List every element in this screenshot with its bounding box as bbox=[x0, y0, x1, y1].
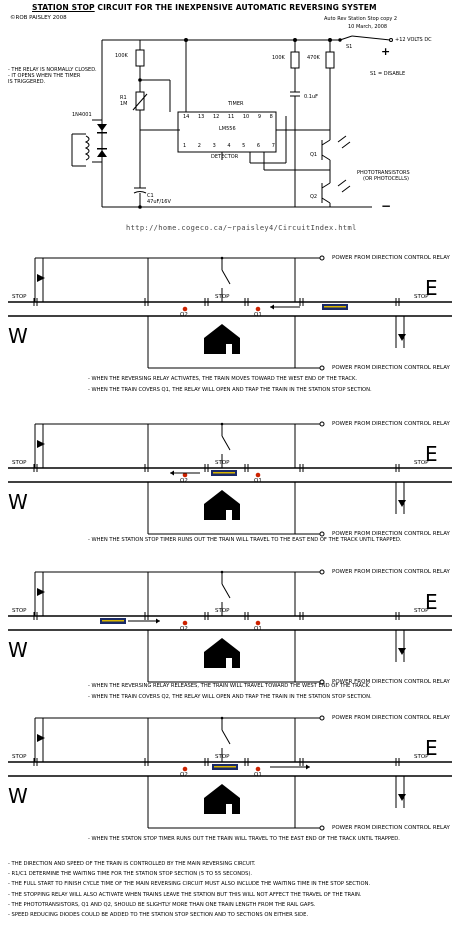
q1-label: Q1 bbox=[310, 152, 318, 158]
stop-label: STOP bbox=[12, 460, 27, 466]
footer-notes bbox=[8, 861, 370, 918]
relay-note-line: - IT OPENS WHEN THE TIMER bbox=[8, 73, 81, 79]
west-label: W bbox=[8, 324, 28, 348]
relay-contact-blade bbox=[222, 584, 230, 598]
relay-terminal bbox=[320, 256, 324, 260]
supply-label: +12 VOLTS DC bbox=[395, 37, 432, 43]
panel-note: - WHEN THE STATON STOP TIMER RUNS OUT THE TRAIN WILL TRAVEL TO THE EAST END OF THE TRACK UNTIL TRAPPED. bbox=[88, 836, 400, 842]
ic-pin: 2 bbox=[197, 143, 201, 149]
junction bbox=[221, 257, 224, 260]
timer-label: TIMER bbox=[228, 101, 244, 107]
diode-symbol bbox=[37, 274, 45, 282]
ic-pin: 6 bbox=[256, 143, 261, 149]
diode-symbol bbox=[37, 588, 45, 596]
sensor-q2 bbox=[183, 767, 188, 772]
minus-terminal: − bbox=[381, 199, 392, 213]
ic-pin: 4 bbox=[227, 143, 231, 149]
q2-label: Q2 bbox=[180, 772, 188, 778]
relay-terminal bbox=[320, 570, 324, 574]
reference-name: Auto Rev Station Stop copy 2 bbox=[324, 16, 398, 22]
east-label: E bbox=[425, 590, 438, 614]
q1-label: Q1 bbox=[254, 772, 262, 778]
ic-pin: 13 bbox=[197, 114, 205, 120]
q2-label: Q2 bbox=[310, 194, 318, 200]
ic-pin: 8 bbox=[269, 114, 273, 120]
diode-symbol bbox=[37, 734, 45, 742]
stop-label: STOP bbox=[12, 754, 27, 760]
relay-label: POWER FROM DIRECTION CONTROL RELAY bbox=[332, 715, 450, 721]
footer-note: - THE FULL START TO FINISH CYCLE TIME OF THE MAIN REVERSING CIRCUIT MUST ALSO INCLUDE THE WAITING TIME IN THE STOP SECTION. bbox=[8, 881, 371, 888]
ic-pin: 14 bbox=[183, 114, 190, 120]
stop-label: STOP bbox=[12, 294, 27, 300]
relay-terminal bbox=[320, 826, 324, 830]
train-stripe bbox=[213, 472, 235, 474]
relay-label: POWER FROM DIRECTION CONTROL RELAY bbox=[332, 825, 450, 831]
stop-label: STOP bbox=[215, 294, 230, 300]
title-rest: CIRCUIT FOR THE INEXPENSIVE AUTOMATIC REVERSING SYSTEM bbox=[94, 3, 377, 12]
footer-note: - THE PHOTOTRANSISTORS, Q1 AND Q2, SHOULD BE SLIGHTLY MORE THAN ONE TRAIN LENGTH FROM THE RAIL GAPS. bbox=[8, 901, 316, 908]
station-house bbox=[204, 638, 240, 668]
junction bbox=[221, 571, 224, 574]
relay-note-line: - THE RELAY IS NORMALLY CLOSED. bbox=[8, 67, 97, 73]
station-door bbox=[226, 658, 232, 668]
sensor-q2 bbox=[183, 621, 188, 626]
station-house bbox=[204, 784, 240, 814]
junction bbox=[221, 717, 224, 720]
sensor-q1 bbox=[256, 621, 261, 626]
station-door bbox=[226, 344, 232, 354]
ic-pin: 12 bbox=[212, 114, 220, 120]
relay-label: POWER FROM DIRECTION CONTROL RELAY bbox=[332, 365, 450, 371]
panel-note: - WHEN THE TRAIN COVERS Q2, THE RELAY WILL OPEN AND TRAP THE TRAIN IN THE STATION STOP SECTION. bbox=[88, 694, 372, 700]
west-label: W bbox=[8, 638, 28, 662]
diode-symbol bbox=[398, 794, 406, 801]
station-door bbox=[226, 510, 232, 520]
diode-label: 1N4001 bbox=[72, 112, 92, 118]
ic-pin: 5 bbox=[242, 143, 246, 149]
phototransistor-label-line: PHOTOTRANSISTORS bbox=[357, 170, 410, 176]
relay-terminal bbox=[320, 716, 324, 720]
diode-symbol bbox=[37, 440, 45, 448]
detector-label: DETECTOR bbox=[211, 154, 239, 160]
plus-terminal: + bbox=[381, 45, 391, 58]
q1-label: Q1 bbox=[254, 312, 262, 318]
arrow-head bbox=[170, 471, 174, 476]
station-door bbox=[226, 804, 232, 814]
ic-pin: 3 bbox=[212, 143, 216, 149]
diode-symbol bbox=[398, 500, 406, 507]
stop-label: STOP bbox=[414, 460, 429, 466]
relay-label: POWER FROM DIRECTION CONTROL RELAY bbox=[332, 569, 450, 575]
stop-label: STOP bbox=[215, 608, 230, 614]
diode-symbol bbox=[398, 334, 406, 341]
title-underlined: STATION STOP bbox=[32, 3, 95, 12]
resistor-100k-label: 100K bbox=[115, 53, 128, 59]
sensor-q1 bbox=[256, 473, 261, 478]
ic-name: LM556 bbox=[219, 126, 236, 132]
panel-note: - WHEN THE TRAIN COVERS Q1, THE RELAY WILL OPEN AND TRAP THE TRAIN IN THE STATION STOP SECTION. bbox=[88, 387, 372, 393]
footer-note: - SPEED REDUCING DIODES COULD BE ADDED TO THE STATION STOP SECTION AND TO SECTIONS ON EITHER SIDE. bbox=[8, 912, 309, 919]
stop-label: STOP bbox=[414, 754, 429, 760]
stop-label: STOP bbox=[215, 460, 230, 466]
ic-pin: 9 bbox=[257, 114, 262, 120]
relay-label: POWER FROM DIRECTION CONTROL RELAY bbox=[332, 421, 450, 427]
arrow-head bbox=[156, 619, 160, 624]
panel-note: - WHEN THE STATION STOP TIMER RUNS OUT THE TRAIN WILL TRAVEL TO THE EAST END OF THE TRACK UNTIL TRAPPED. bbox=[88, 537, 402, 543]
reference-date: 10 March, 2008 bbox=[348, 24, 388, 30]
west-label: W bbox=[8, 784, 28, 808]
train-stripe bbox=[102, 620, 124, 622]
footer-note: - R1/C1 DETERMINE THE WAITING TIME FOR THE STATION STOP SECTION (5 TO 55 SECONDS). bbox=[8, 871, 253, 878]
train-stripe bbox=[214, 766, 236, 768]
ic-pin: 10 bbox=[242, 114, 250, 120]
arrow-head bbox=[306, 765, 310, 770]
credit: ©ROB PAISLEY 2008 bbox=[10, 15, 67, 21]
relay-note-line: IS TRIGGERED. bbox=[8, 79, 46, 85]
junction bbox=[221, 423, 224, 426]
relay-contact-blade bbox=[222, 436, 230, 450]
footer-note: - THE DIRECTION AND SPEED OF THE TRAIN IS CONTROLLED BY THE MAIN REVERSING CIRCUIT. bbox=[8, 861, 256, 867]
relay-label: POWER FROM DIRECTION CONTROL RELAY bbox=[332, 679, 450, 685]
sensor-q2 bbox=[183, 307, 188, 312]
east-label: E bbox=[425, 276, 438, 300]
footer-note: - THE STOPPING RELAY WILL ALSO ACTIVATE WHEN TRAINS LEAVE THE STATION BUT THIS WILL NOT AFFECT THE TRAVEL OF THE TRAIN. bbox=[8, 891, 362, 898]
train-stripe bbox=[324, 306, 346, 308]
relay-contact-blade bbox=[222, 730, 230, 744]
source-url: http://home.cogeco.ca/~rpaisley4/CircuitIndex.html bbox=[126, 224, 357, 232]
switch-label: S1 bbox=[346, 44, 353, 50]
relay-label: POWER FROM DIRECTION CONTROL RELAY bbox=[332, 255, 450, 261]
relay-terminal bbox=[320, 532, 324, 536]
disable-note: S1 = DISABLE bbox=[370, 71, 406, 77]
stop-label: STOP bbox=[215, 754, 230, 760]
stop-label: STOP bbox=[414, 294, 429, 300]
stop-label: STOP bbox=[414, 608, 429, 614]
arrow-head bbox=[270, 305, 274, 310]
sensor-q1 bbox=[256, 767, 261, 772]
resistor-470k-label: 470K bbox=[307, 55, 320, 61]
west-label: W bbox=[8, 490, 28, 514]
r1-label: R1 1M bbox=[120, 95, 128, 107]
ic-pin: 7 bbox=[271, 143, 275, 149]
stop-label: STOP bbox=[12, 608, 27, 614]
q1-label: Q1 bbox=[254, 626, 262, 632]
relay-contact-blade bbox=[222, 270, 230, 284]
panel-note: - WHEN THE REVERSING RELAY ACTIVATES, THE TRAIN MOVES TOWARD THE WEST END OF THE TRACK. bbox=[88, 376, 358, 382]
ic-pin: 11 bbox=[227, 114, 235, 120]
q2-label: Q2 bbox=[180, 626, 188, 632]
relay-terminal bbox=[320, 422, 324, 426]
diode-symbol bbox=[398, 648, 406, 655]
sensor-q1 bbox=[256, 307, 261, 312]
c1-label: C1 47uF/16V bbox=[147, 193, 171, 205]
relay-label: POWER FROM DIRECTION CONTROL RELAY bbox=[332, 531, 450, 537]
panel-note: - WHEN THE REVERSING RELAY RELEASES, THE TRAIN WILL TRAVEL TOWARD THE WEST END OF THE TRACK. bbox=[88, 683, 371, 689]
q2-label: Q2 bbox=[180, 312, 188, 318]
east-label: E bbox=[425, 442, 438, 466]
q1-label: Q1 bbox=[254, 478, 262, 484]
q2-label: Q2 bbox=[180, 478, 188, 484]
phototransistor-label-line: (OR PHOTOCELLS) bbox=[363, 176, 409, 182]
station-house bbox=[204, 324, 240, 354]
relay-terminal bbox=[320, 366, 324, 370]
ic-pin: 1 bbox=[183, 143, 187, 149]
capacitor-label: 0.1uF bbox=[304, 94, 318, 100]
resistor-100k-label: 100K bbox=[272, 55, 285, 61]
station-house bbox=[204, 490, 240, 520]
east-label: E bbox=[425, 736, 438, 760]
